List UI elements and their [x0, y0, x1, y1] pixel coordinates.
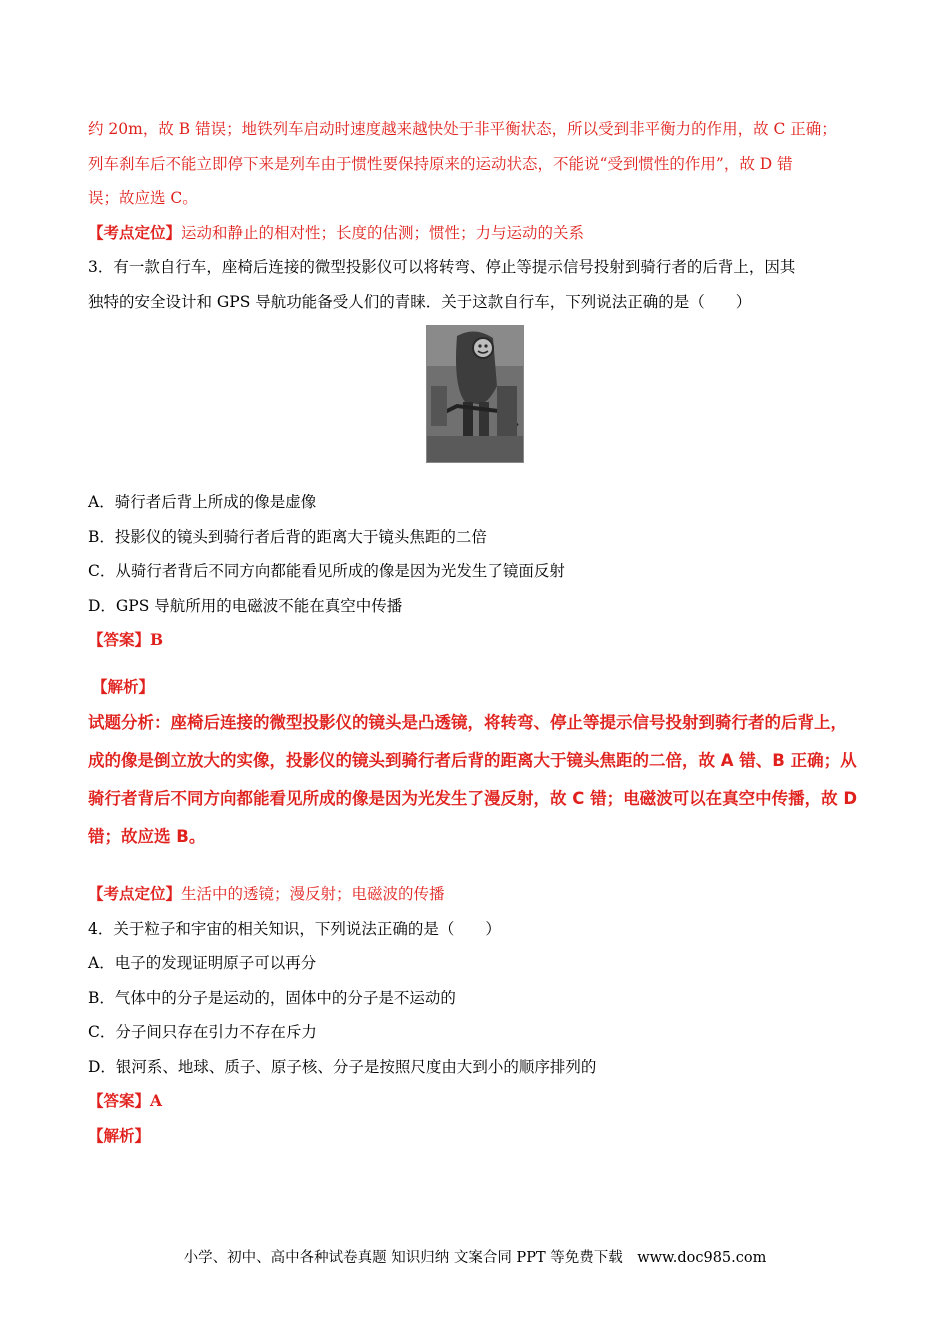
prev-point	[88, 216, 878, 251]
q3-answer-value: B	[150, 630, 164, 649]
q3-analysis	[88, 704, 888, 856]
q3-analysis-label: 【解析】	[92, 677, 155, 696]
q3-answer-label: 【答案】	[88, 630, 151, 649]
prev-analysis-line-2: 列车刹车后不能立即停下来是列车由于惯性要保持原来的运动状态，不能说“受到惯性的作用”，故 D 错	[88, 154, 793, 173]
q3-analysis-line-1: 试题分析：座椅后连接的微型投影仪的镜头是凸透镜，将转弯、停止等提示信号投射到骑行者的后背上，	[88, 713, 847, 732]
q3-analysis-line-2: 成的像是倒立放大的实像，投影仪的镜头到骑行者后背的距离大于镜头焦距的二倍，故 A 错、B 正确；从	[88, 751, 857, 770]
bicycle-rider-photo	[426, 325, 524, 463]
q3-option-c: C．从骑行者背后不同方向都能看见所成的像是因为光发生了镜面反射	[88, 562, 565, 580]
q3-analysis-line-4: 错；故应选 B。	[88, 827, 206, 846]
q4-option-b: B．气体中的分子是运动的，固体中的分子是不运动的	[88, 988, 456, 1007]
q3-answer	[88, 623, 878, 658]
q4-answer-value: A	[150, 1091, 163, 1110]
q3-option-b: B．投影仪的镜头到骑行者后背的距离大于镜头焦距的二倍	[88, 527, 487, 546]
q3-stem-line-1: 3．有一款自行车，座椅后连接的微型投影仪可以将转弯、停止等提示信号投射到骑行者的后背上，因其	[88, 258, 796, 276]
q3-analysis-line-3: 骑行者背后不同方向都能看见所成的像是因为光发生了漫反射，故 C 错；电磁波可以在真空中传播，故 D	[88, 789, 858, 808]
document-page-lower	[88, 877, 878, 1153]
prev-analysis-line-1: 约 20m，故 B 错误；地铁列车启动时速度越来越快处于非平衡状态，所以受到非平衡力的作用，故 C 正确；	[88, 120, 837, 138]
q3-point-text: 生活中的透镜；漫反射；电磁波的传播	[181, 885, 445, 903]
q4-option-a: A．电子的发现证明原子可以再分	[88, 954, 317, 972]
document-page	[88, 112, 878, 658]
prev-point-text: 运动和静止的相对性；长度的估测；惯性；力与运动的关系	[181, 223, 585, 242]
q4-answer-label: 【答案】	[88, 1091, 151, 1110]
q4-option-d: D．银河系、地球、质子、原子核、分子是按照尺度由大到小的顺序排列的	[88, 1057, 597, 1076]
q4-option-c: C．分子间只存在引力不存在斥力	[88, 1023, 317, 1041]
q3-stem-line-2: 独特的安全设计和 GPS 导航功能备受人们的青睐．关于这款自行车，下列说法正确的是（ ）	[88, 292, 752, 311]
q3-figure-container	[88, 319, 878, 485]
prev-analysis-line-3: 误；故应选 C。	[88, 189, 198, 207]
q4-analysis-label: 【解析】	[88, 1125, 151, 1145]
q3-option-a: A．骑行者后背上所成的像是虚像	[88, 493, 317, 511]
q3-point-label: 【考点定位】	[88, 884, 182, 903]
q4-answer	[88, 1084, 878, 1119]
q3-point	[88, 877, 878, 912]
prev-point-label: 【考点定位】	[88, 222, 182, 242]
page-footer: 小学、初中、高中各种试卷真题 知识归纳 文案合同 PPT 等免费下载 www.doc985.com	[183, 1250, 767, 1266]
q4-stem: 4．关于粒子和宇宙的相关知识，下列说法正确的是（ ）	[88, 919, 501, 938]
q3-option-d: D．GPS 导航所用的电磁波不能在真空中传播	[88, 596, 403, 615]
